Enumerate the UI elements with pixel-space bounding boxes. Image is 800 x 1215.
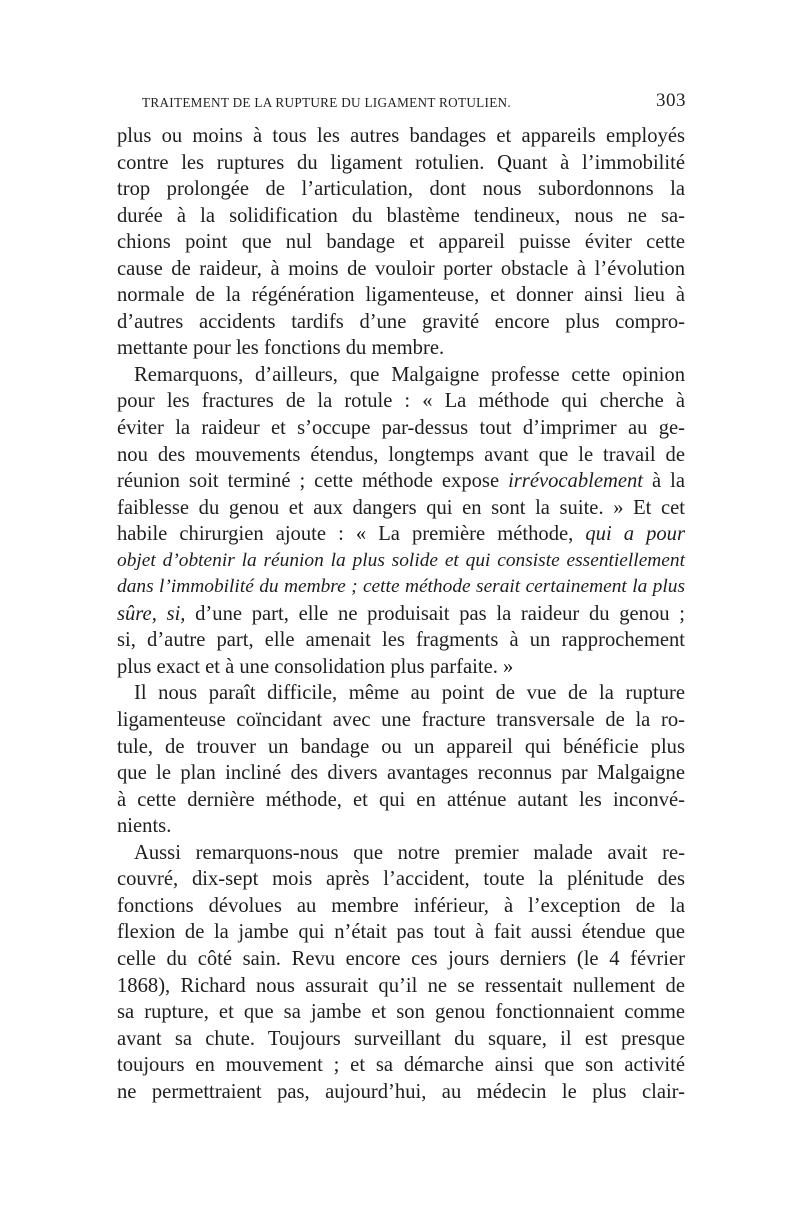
text-line: Il nous paraît difficile, même au point de vue de la rupture <box>134 682 685 705</box>
text-line: contre les ruptures du ligament rotulien. Quant à l’immobilité <box>117 151 685 174</box>
text-line: flexion de la jambe qui n’était pas tout à fait aussi étendue que <box>117 921 685 944</box>
text-line: plus exact et à une consolidation plus parfaite. » <box>117 655 514 678</box>
running-head-title: TRAITEMENT DE LA RUPTURE DU LIGAMENT ROTULIEN. <box>142 95 511 110</box>
text-line: dans l’immobilité du membre ; cette méthode serait certainement la plus <box>117 576 685 598</box>
text-line: nients. <box>117 815 172 838</box>
text-line: trop prolongée de l’articulation, dont nous subordonnons la <box>117 178 685 201</box>
page-number: 303 <box>656 90 686 111</box>
text-line: que le plan incliné des divers avantages reconnus par Malgaigne <box>117 762 685 785</box>
text-line: 1868), Richard nous assurait qu’il ne se ressentait nullement de <box>117 974 685 997</box>
text-line: toujours en mouvement ; et sa démarche ainsi que son activité <box>117 1054 685 1077</box>
text-line: durée à la solidification du blastème tendineux, nous ne sa- <box>117 204 685 227</box>
text-run: d’une part, elle ne produisait pas la raideur du genou ; <box>185 602 685 625</box>
italic-text-run: qui a pour <box>585 523 685 546</box>
text-line: objet d’obtenir la réunion la plus solide et qui consiste essentiellement <box>117 549 685 571</box>
text-line: ligamenteuse coïncidant avec une fracture transversale de la ro- <box>117 709 685 732</box>
text-line: celle du côté sain. Revu encore ces jours derniers (le 4 février <box>117 947 685 970</box>
text-line <box>117 468 685 495</box>
text-line: d’autres accidents tardifs d’une gravité encore plus compro- <box>117 310 685 333</box>
text-run: à la <box>643 470 685 493</box>
text-line: chions point que nul bandage et appareil puisse éviter cette <box>117 231 685 254</box>
text-line: cause de raideur, à moins de vouloir porter obstacle à l’évolution <box>117 257 685 280</box>
text-line: fonctions dévolues au membre inférieur, à l’exception de la <box>117 894 685 917</box>
text-line: Aussi remarquons-nous que notre premier malade avait re- <box>134 841 685 864</box>
text-line: ne permettraient pas, aujourd’hui, au médecin le plus clair- <box>117 1080 685 1103</box>
text-line: faiblesse du genou et aux dangers qui en sont la suite. » Et cet <box>117 496 685 519</box>
text-line <box>117 601 685 628</box>
text-line: couvré, dix-sept mois après l’accident, toute la plénitude des <box>117 868 685 891</box>
text-line: éviter la raideur et s’occupe par-dessus tout d’imprimer au ge- <box>117 417 685 440</box>
italic-text-run: irrévocablement <box>508 470 644 493</box>
text-line: sa rupture, et que sa jambe et son genou fonctionnaient comme <box>117 1001 685 1024</box>
text-line: plus ou moins à tous les autres bandages et appareils employés <box>117 125 685 147</box>
text-line: à cette dernière méthode, et qui en atténue autant les inconvé- <box>117 788 685 811</box>
text-line: nou des mouvements étendus, longtemps avant que le travail de <box>117 443 685 466</box>
text-line: tule, de trouver un bandage ou un appareil qui bénéficie plus <box>117 735 685 758</box>
body-text <box>117 123 685 1105</box>
text-line: Remarquons, d’ailleurs, que Malgaigne professe cette opinion <box>134 363 685 386</box>
text-line: pour les fractures de la rotule : « La méthode qui cherche à <box>117 390 685 413</box>
italic-text-run: sûre, si, <box>117 602 186 625</box>
text-line: avant sa chute. Toujours surveillant du square, il est presque <box>117 1027 685 1050</box>
text-run: habile chirurgien ajoute : « La première méthode, <box>117 523 586 546</box>
text-run: réunion soit terminé ; cette méthode expose <box>117 470 509 493</box>
text-line <box>117 521 685 548</box>
running-head <box>114 92 686 114</box>
text-line: si, d’autre part, elle amenait les fragments à un rapprochement <box>117 629 685 652</box>
text-line: normale de la régénération ligamenteuse, et donner ainsi lieu à <box>117 284 685 307</box>
text-line: mettante pour les fonctions du membre. <box>117 337 445 360</box>
